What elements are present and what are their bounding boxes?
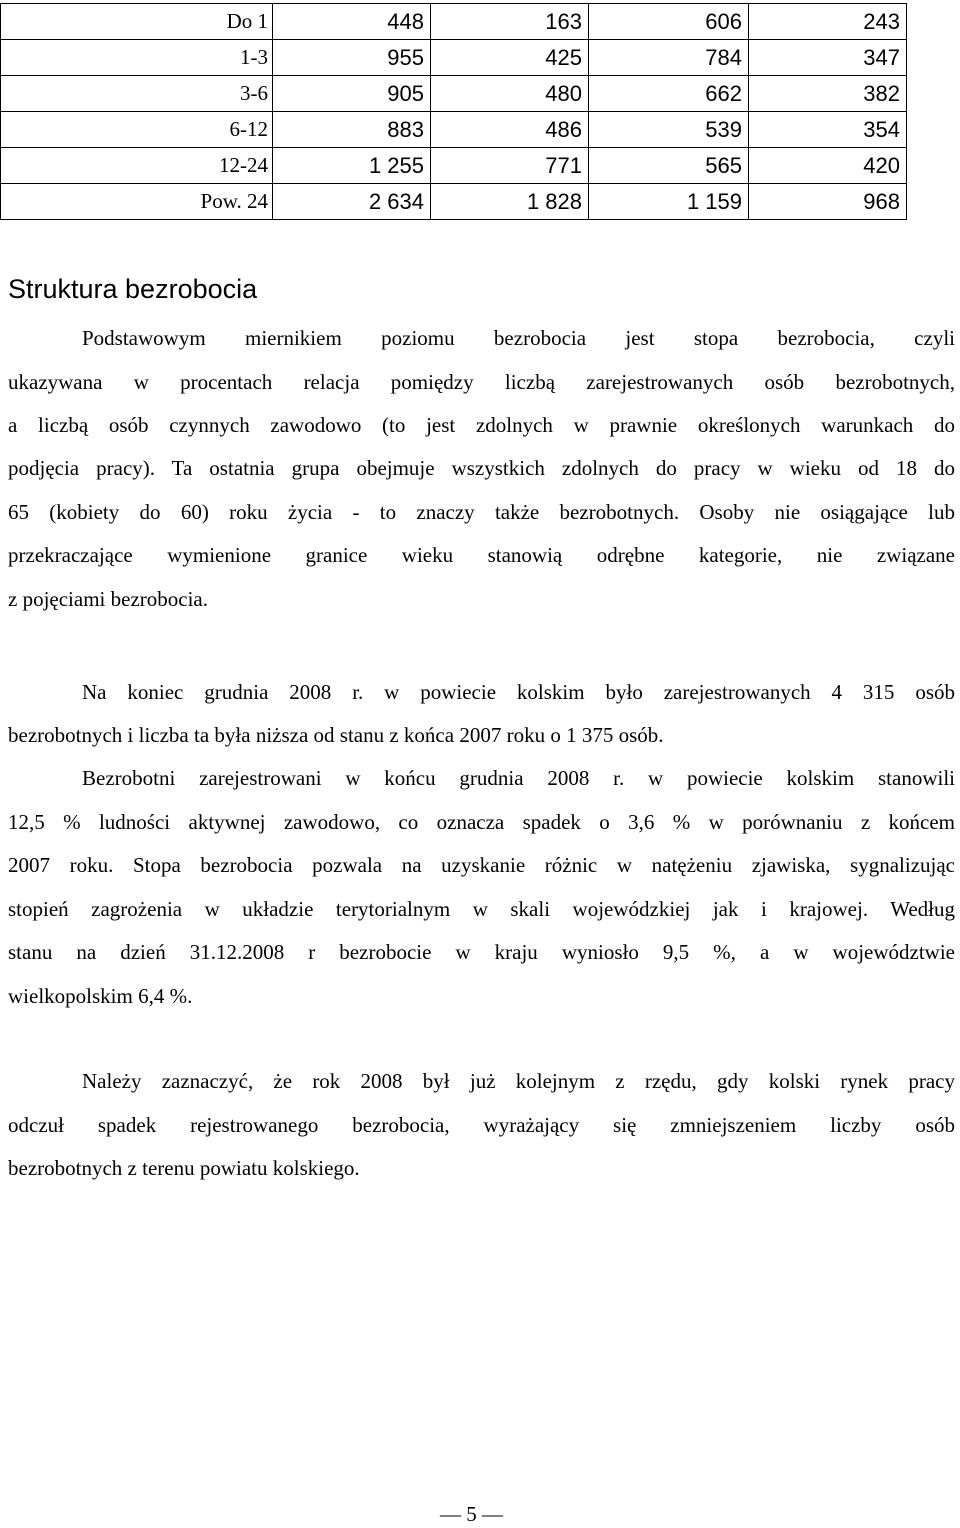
table-cell: 1 255 <box>273 148 431 184</box>
table-row <box>1 184 907 220</box>
paragraph-line: wielkopolskim 6,4 %. <box>8 984 193 1008</box>
table-cell: 606 <box>589 4 749 40</box>
table-cell: 968 <box>749 184 907 220</box>
paragraph-line: Na koniec grudnia 2008 r. w powiecie kolskim było zarejestrowanych 4 315 osób <box>82 680 955 704</box>
table-cell: 771 <box>431 148 589 184</box>
paragraph-line: z pojęciami bezrobocia. <box>8 587 208 611</box>
table-cell: 2 634 <box>273 184 431 220</box>
row-label: Pow. 24 <box>1 184 273 220</box>
paragraph-line: Bezrobotni zarejestrowani w końcu grudnia 2008 r. w powiecie kolskim stanowili <box>82 766 955 790</box>
row-label: Do 1 <box>1 4 273 40</box>
paragraph-line: przekraczające wymienione granice wieku stanowią odrębne kategorie, nie związane <box>8 543 955 567</box>
unemployment-duration-table <box>0 3 907 220</box>
table-cell: 163 <box>431 4 589 40</box>
table-cell: 425 <box>431 40 589 76</box>
paragraph-line: stanu na dzień 31.12.2008 r bezrobocie w kraju wyniosło 9,5 %, a w województwie <box>8 940 955 964</box>
table-cell: 784 <box>589 40 749 76</box>
row-label: 3-6 <box>1 76 273 112</box>
table-cell: 662 <box>589 76 749 112</box>
paragraph-line: bezrobotnych i liczba ta była niższa od stanu z końca 2007 roku o 1 375 osób. <box>8 723 664 747</box>
paragraph-line: bezrobotnych z terenu powiatu kolskiego. <box>8 1156 360 1180</box>
paragraph-line: Należy zaznaczyć, że rok 2008 był już kolejnym z rzędu, gdy kolski rynek pracy <box>82 1069 955 1093</box>
table-cell: 480 <box>431 76 589 112</box>
table-cell: 382 <box>749 76 907 112</box>
table-cell: 347 <box>749 40 907 76</box>
table-cell: 448 <box>273 4 431 40</box>
paragraph-line: podjęcia pracy). Ta ostatnia grupa obejmuje wszystkich zdolnych do pracy w wieku od 18 do <box>8 456 955 480</box>
table-row <box>1 76 907 112</box>
table-row <box>1 40 907 76</box>
page-number: — 5 — <box>440 1502 503 1526</box>
table-cell: 565 <box>589 148 749 184</box>
table-cell: 1 828 <box>431 184 589 220</box>
table-cell: 420 <box>749 148 907 184</box>
paragraph-line: ukazywana w procentach relacja pomiędzy liczbą zarejestrowanych osób bezrobotnych, <box>8 370 955 394</box>
table-row <box>1 4 907 40</box>
paragraph-line: a liczbą osób czynnych zawodowo (to jest zdolnych w prawnie określonych warunkach do <box>8 413 955 437</box>
paragraph-line: 2007 roku. Stopa bezrobocia pozwala na uzyskanie różnic w natężeniu zjawiska, sygnalizując <box>8 853 955 877</box>
table-cell: 354 <box>749 112 907 148</box>
table-row <box>1 148 907 184</box>
row-label: 1-3 <box>1 40 273 76</box>
table-cell: 955 <box>273 40 431 76</box>
table-cell: 539 <box>589 112 749 148</box>
table-row <box>1 112 907 148</box>
table-cell: 486 <box>431 112 589 148</box>
section-heading: Struktura bezrobocia <box>8 274 258 304</box>
paragraph-line: 12,5 % ludności aktywnej zawodowo, co oznacza spadek o 3,6 % w porównaniu z końcem <box>8 810 955 834</box>
paragraph-line: 65 (kobiety do 60) roku życia - to znaczy także bezrobotnych. Osoby nie osiągające lub <box>8 500 955 524</box>
table-cell: 883 <box>273 112 431 148</box>
paragraph-line: odczuł spadek rejestrowanego bezrobocia, wyrażający się zmniejszeniem liczby osób <box>8 1113 955 1137</box>
table-cell: 905 <box>273 76 431 112</box>
paragraph-line: Podstawowym miernikiem poziomu bezrobocia jest stopa bezrobocia, czyli <box>82 326 955 350</box>
table-cell: 1 159 <box>589 184 749 220</box>
row-label: 12-24 <box>1 148 273 184</box>
paragraph-line: stopień zagrożenia w układzie terytorialnym w skali wojewódzkiej jak i krajowej. Według <box>8 897 955 921</box>
row-label: 6-12 <box>1 112 273 148</box>
table-cell: 243 <box>749 4 907 40</box>
